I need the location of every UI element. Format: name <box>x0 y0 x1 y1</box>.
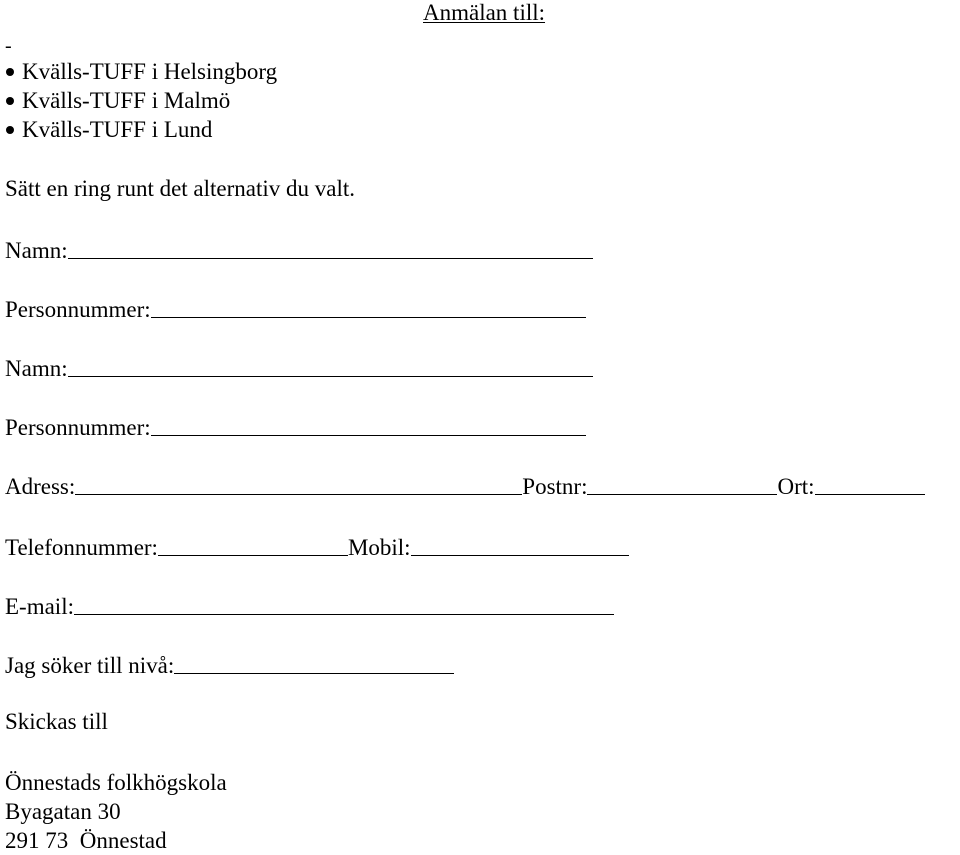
level-label: Jag söker till nivå: <box>5 653 175 678</box>
phone-field-row <box>5 531 629 559</box>
email-input-line[interactable] <box>74 614 614 615</box>
option-label-malmo: Kvälls-TUFF i Malmö <box>22 88 231 113</box>
email-label: E-mail: <box>5 594 74 619</box>
bullet-icon <box>6 97 14 105</box>
pnr-field-row-2 <box>5 411 586 439</box>
level-input-line[interactable] <box>174 673 454 674</box>
pnr-input-line[interactable] <box>151 435 586 436</box>
email-field-row <box>5 590 614 618</box>
bullet-icon <box>6 126 14 134</box>
name-label: Namn: <box>5 356 68 381</box>
address-input-line[interactable] <box>75 494 522 495</box>
name-label: Namn: <box>5 238 68 263</box>
ort-input-line[interactable] <box>815 494 925 495</box>
ort-label: Ort: <box>777 474 815 499</box>
bullet-icon <box>6 68 14 76</box>
name-input-line[interactable] <box>68 376 593 377</box>
list-item[interactable] <box>5 57 277 86</box>
mobile-input-line[interactable] <box>411 555 629 556</box>
address-label: Adress: <box>5 474 76 499</box>
postnr-label: Postnr: <box>522 474 588 499</box>
instruction-text: Sätt en ring runt det alternativ du valt. <box>5 176 356 201</box>
pnr-label: Personnummer: <box>5 415 151 440</box>
name-field-row-2 <box>5 352 593 380</box>
level-field-row <box>5 649 454 677</box>
phone-label: Telefonnummer: <box>5 535 158 560</box>
course-options-list <box>5 57 277 144</box>
address-line-street: Byagatan 30 <box>5 799 121 824</box>
name-input-line[interactable] <box>68 258 593 259</box>
name-field-row-1 <box>5 234 593 262</box>
mobile-label: Mobil: <box>347 535 411 560</box>
postal-address <box>5 768 227 855</box>
pnr-input-line[interactable] <box>151 317 586 318</box>
address-line-school: Önnestads folkhögskola <box>5 770 227 795</box>
address-line-city: 291 73 Önnestad <box>5 828 167 853</box>
phone-input-line[interactable] <box>158 555 348 556</box>
dash-mark: - <box>5 35 12 57</box>
postnr-input-line[interactable] <box>587 494 777 495</box>
list-item[interactable] <box>5 115 277 144</box>
form-heading: Anmälan till: <box>423 0 546 25</box>
send-to-heading: Skickas till <box>5 709 108 734</box>
pnr-field-row-1 <box>5 293 586 321</box>
pnr-label: Personnummer: <box>5 297 151 322</box>
option-label-lund: Kvälls-TUFF i Lund <box>22 117 213 142</box>
list-item[interactable] <box>5 86 277 115</box>
option-label-helsingborg: Kvälls-TUFF i Helsingborg <box>22 59 278 84</box>
address-field-row <box>5 470 925 498</box>
